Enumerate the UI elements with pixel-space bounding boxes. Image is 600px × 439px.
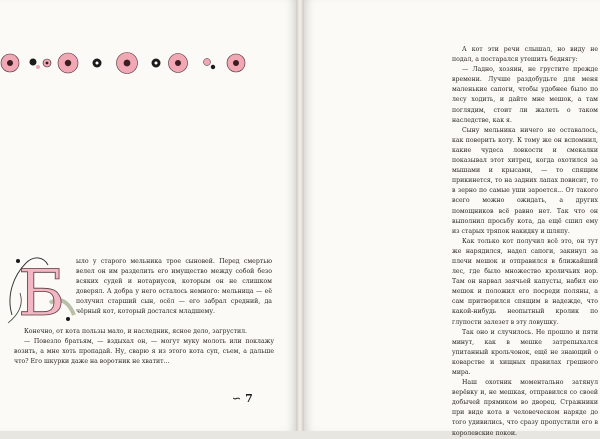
paragraph: Наш охотник моментально затянул верёвку и, не мешкая, отправился со своей добычей прямиком во дворец. Стражники при виде кота в человеческом наряде до того удивились, что сразу пропустили его в королевские покои. — [452, 379, 598, 437]
story-text-right — [452, 45, 598, 439]
flower-icon — [43, 59, 51, 67]
flower-icon — [152, 59, 161, 68]
left-page — [0, 0, 296, 431]
paragraph: Сыну мельника ничего не оставалось, как поверить коту. К тому же он вспомнил, какие чудеса ловкости и смекалки показывал этот хитрец, когда охотился за мышами и крысами, — то спящим прикинется, то на задних лапах повисит, то в зерно по самые уши зароется... От такого всего можно ожидать, а других помощников всё равно нет. Так что он выполнил просьбу кота, да ещё сшил ему из старых тряпок накидку и шляпу. — [452, 126, 598, 235]
flower-icon — [93, 59, 102, 68]
flower-border — [0, 52, 296, 74]
paragraph: — Повезло братьям, — вздыхал он, — могут муку молоть или поклажу возить, а мне хоть пропадай. Ну, сварю я из этого кота суп, съем, а дальше что? Его шкурки даже на воротник не хватит... — [14, 338, 274, 366]
flower-icon — [58, 53, 78, 73]
paragraph: ыло у старого мельника трое сыновей. Перед смертью велел он им разделить его имущество между собой безо всяких судей и нотариусов, которым он не слишком доверял. А добра у него осталось немного: мельница — её получил старший сын, осёл — его забрал средний, да чёрный кот, который достался младшему. — [76, 258, 272, 316]
dropcap-ornament — [4, 245, 80, 327]
flower-icon — [117, 53, 138, 74]
flower-icon — [169, 54, 188, 73]
flower-icon — [30, 59, 41, 70]
swirl-icon: ∽ — [232, 392, 242, 405]
paragraph: Как только кот получил всё это, он тут же нарядился, надел сапоги, закинул за плечи мешок и отправился в ближайший лес, где было множество кроличьих нор. Там он нарвал заячьей капусты, набил ею мешок и положил его посреди поляны, а сам притворился спящим в надежде, что какой-нибудь неопытный кролик по глупости залезет в эту ловушку. — [452, 237, 598, 326]
paragraph: Конечно, от кота пользы мало, и наследник, ясное дело, загрустил. — [24, 328, 248, 335]
dropcap-letter: Б — [18, 257, 66, 327]
right-page — [304, 0, 600, 437]
flower-icon — [227, 54, 245, 72]
flower-icon — [1, 54, 19, 72]
paragraph: Так оно и случилось. Не прошло и пяти минут, как в мешке затрепыхался упитанный крольчонок, ещё не знающий о коварстве и хищных правилах грешного мира. — [452, 328, 598, 376]
flower-icon — [204, 59, 216, 70]
paragraph: А кот эти речи слышал, но виду не подал, а постарался утешить беднягу: — [452, 46, 598, 64]
page-number: ∽ 7 — [232, 392, 253, 405]
story-text-left-top — [76, 257, 272, 318]
story-text-left-bottom — [14, 327, 274, 367]
book-gutter — [296, 0, 304, 431]
paragraph: — Ладно, хозяин, не грустите прежде времени. Лучше раздобудьте для меня маленькие сапоги, чтобы удобнее было по лесу ходить, и дайте мне мешок, а там поглядим, стоит ли жалеть о таком наследстве, как я. — [452, 66, 598, 124]
